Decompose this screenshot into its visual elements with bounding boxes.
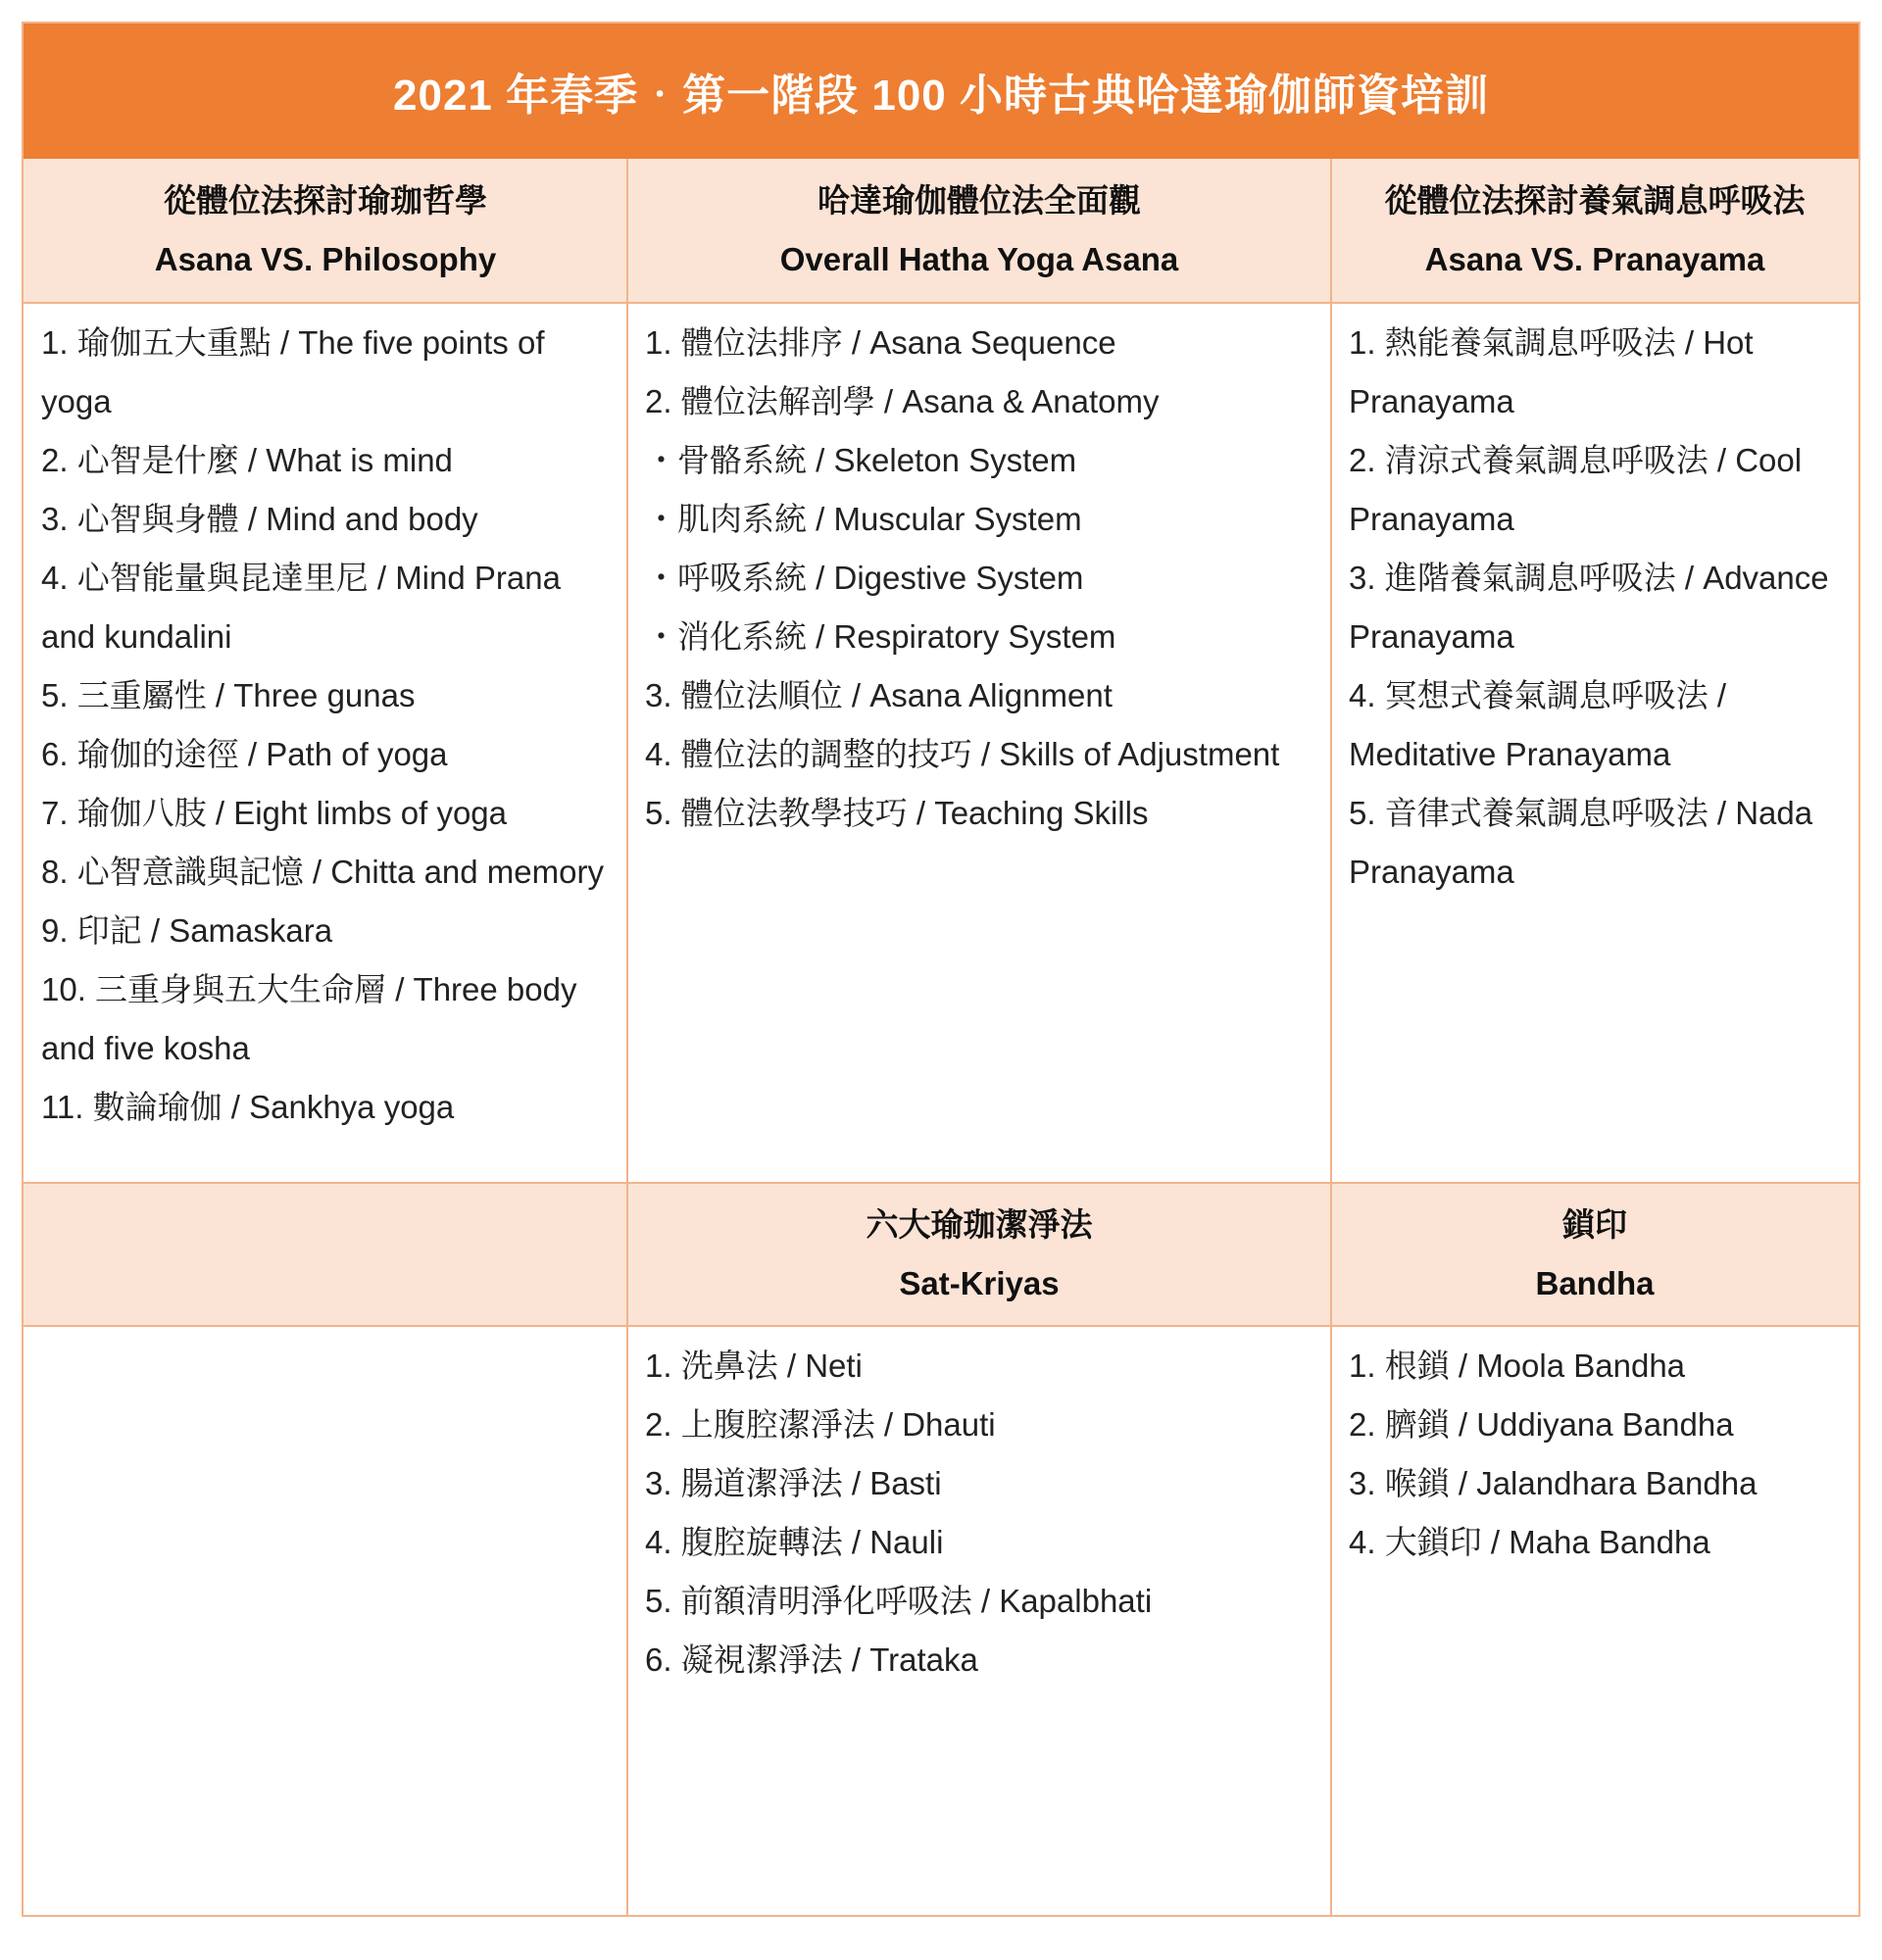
- header-philosophy-zh: 從體位法探討瑜珈哲學: [164, 182, 487, 219]
- list-item: 2. 清涼式養氣調息呼吸法 / Cool Pranayama: [1349, 442, 1803, 537]
- list-item: 4. 體位法的調整的技巧 / Skills of Adjustment: [645, 736, 1280, 772]
- list-pranayama: [1331, 304, 1858, 1182]
- header-asana: [627, 159, 1331, 304]
- header-bandha-zh: 鎖印: [1562, 1206, 1627, 1243]
- list-item: 1. 熱能養氣調息呼吸法 / Hot Pranayama: [1349, 324, 1754, 419]
- list-item: 5. 前額清明淨化呼吸法 / Kapalbhati: [645, 1583, 1153, 1619]
- list-item: 3. 體位法順位 / Asana Alignment: [645, 677, 1113, 713]
- list-item: ・消化系統 / Respiratory System: [645, 618, 1116, 655]
- list-philosophy: [24, 304, 627, 1182]
- curriculum-table: [22, 22, 1860, 1917]
- list-item: ・骨骼系統 / Skeleton System: [645, 442, 1077, 478]
- header-kriyas-zh: 六大瑜珈潔淨法: [866, 1206, 1093, 1243]
- header-kriyas: [627, 1182, 1331, 1327]
- header-philosophy: [24, 159, 627, 304]
- header-philosophy-en: Asana VS. Philosophy: [154, 241, 497, 277]
- list-item: 1. 瑜伽五大重點 / The five points of yoga: [41, 324, 545, 419]
- list-item: ・肌肉系統 / Muscular System: [645, 501, 1082, 537]
- list-item: 6. 瑜伽的途徑 / Path of yoga: [41, 736, 448, 772]
- header-empty: [24, 1182, 627, 1327]
- list-item: 8. 心智意識與記憶 / Chitta and memory: [41, 854, 604, 890]
- header-pranayama: [1331, 159, 1858, 304]
- list-item: 1. 體位法排序 / Asana Sequence: [645, 324, 1116, 361]
- list-item: 2. 心智是什麼 / What is mind: [41, 442, 453, 478]
- list-kriyas: [627, 1327, 1331, 1915]
- list-item: 7. 瑜伽八肢 / Eight limbs of yoga: [41, 795, 508, 831]
- list-item: 2. 體位法解剖學 / Asana & Anatomy: [645, 383, 1160, 419]
- column-divider: [626, 159, 628, 1917]
- header-bandha-en: Bandha: [1535, 1265, 1655, 1301]
- column-divider: [1330, 159, 1332, 1917]
- header-bandha: [1331, 1182, 1858, 1327]
- list-item: ・呼吸系統 / Digestive System: [645, 560, 1084, 596]
- list-item: 3. 腸道潔淨法 / Basti: [645, 1465, 942, 1501]
- list-item: 2. 臍鎖 / Uddiyana Bandha: [1349, 1406, 1734, 1443]
- list-asana: [627, 304, 1331, 1182]
- list-bandha: [1331, 1327, 1858, 1915]
- list-item: 5. 音律式養氣調息呼吸法 / Nada Pranayama: [1349, 795, 1813, 890]
- table-title: 2021 年春季‧第一階段 100 小時古典哈達瑜伽師資培訓: [24, 24, 1858, 159]
- list-item: 4. 腹腔旋轉法 / Nauli: [645, 1524, 944, 1560]
- list-item: 11. 數論瑜伽 / Sankhya yoga: [41, 1089, 455, 1125]
- list-item: 1. 根鎖 / Moola Bandha: [1349, 1348, 1686, 1384]
- list-item: 9. 印記 / Samaskara: [41, 912, 333, 949]
- list-item: 2. 上腹腔潔淨法 / Dhauti: [645, 1406, 996, 1443]
- list-empty: [24, 1327, 627, 1915]
- header-asana-zh: 哈達瑜伽體位法全面觀: [817, 182, 1141, 219]
- list-item: 10. 三重身與五大生命層 / Three body and five kosha: [41, 971, 577, 1066]
- list-item: 4. 冥想式養氣調息呼吸法 / Meditative Pranayama: [1349, 677, 1727, 772]
- list-item: 3. 喉鎖 / Jalandhara Bandha: [1349, 1465, 1758, 1501]
- list-item: 5. 體位法教學技巧 / Teaching Skills: [645, 795, 1149, 831]
- list-item: 3. 進階養氣調息呼吸法 / Advance Pranayama: [1349, 560, 1829, 655]
- header-pranayama-zh: 從體位法探討養氣調息呼吸法: [1384, 182, 1806, 219]
- list-item: 4. 大鎖印 / Maha Bandha: [1349, 1524, 1710, 1560]
- list-item: 5. 三重屬性 / Three gunas: [41, 677, 416, 713]
- list-item: 6. 凝視潔淨法 / Trataka: [645, 1642, 978, 1678]
- list-item: 3. 心智與身體 / Mind and body: [41, 501, 478, 537]
- header-kriyas-en: Sat-Kriyas: [899, 1265, 1060, 1301]
- list-item: 1. 洗鼻法 / Neti: [645, 1348, 863, 1384]
- header-pranayama-en: Asana VS. Pranayama: [1424, 241, 1765, 277]
- header-asana-en: Overall Hatha Yoga Asana: [779, 241, 1179, 277]
- list-item: 4. 心智能量與昆達里尼 / Mind Prana and kundalini: [41, 560, 561, 655]
